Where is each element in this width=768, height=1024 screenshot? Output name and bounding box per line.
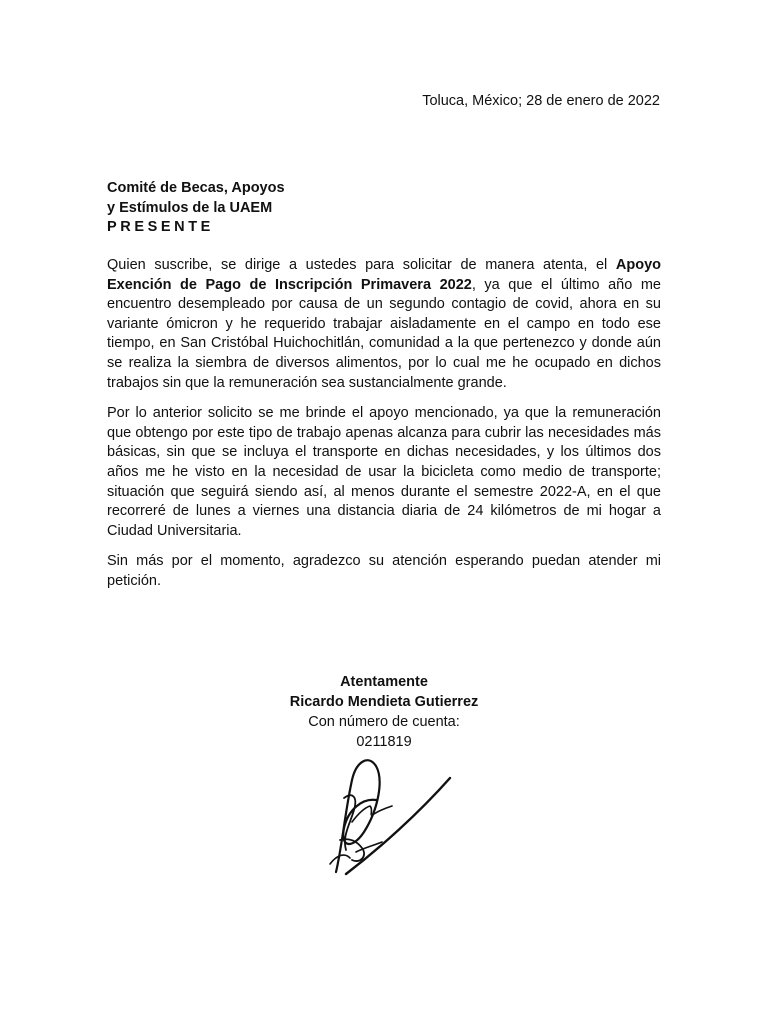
addressee-block <box>107 179 285 238</box>
paragraph-justification: Por lo anterior solicito se me brinde el apoyo mencionado, ya que la remuneración que obtengo por este tipo de trabajo apenas alcanza para cubrir las necesidades más básicas, sin que se incluya el transporte en dichas necesidades, y los últimos dos años me he visto en la necesidad de usar la bicicleta como medio de transporte; situación que seguirá siendo así, al menos durante el semestre 2022-A, en el que recorreré de lunes a viernes una distancia diaria de 24 kilómetros de mi hogar a Ciudad Universitaria. <box>107 405 661 539</box>
paragraph-request <box>107 256 661 393</box>
paragraph-request-intro: Quien suscribe, se dirige a ustedes para solicitar de manera atenta, el <box>107 257 616 273</box>
addressee-line-2: y Estímulos de la UAEM <box>107 199 273 216</box>
addressee-line-3: PRESENTE <box>107 219 214 235</box>
closing-block <box>0 672 768 752</box>
closing-salutation: Atentamente <box>340 674 428 690</box>
account-label: Con número de cuenta: <box>308 714 460 730</box>
paragraph-farewell: Sin más por el momento, agradezco su atención esperando puedan atender mi petición. <box>107 553 661 589</box>
paragraph-request-rest: , ya que el último año me encuentro desempleado por causa de un segundo contagio de covid, ahora en su variante ómicron y he requerido trabajar aisladamente en el campo en todo ese tiempo, en San Cristóbal Huichochitlán, comunidad a la que pertenezco y donde aún se realiza la siembra de diversos alimentos, por lo cual me he ocupado en dichos trabajos sin que la remuneración sea sustancialmente grande. <box>107 276 661 391</box>
handwritten-signature <box>300 752 460 882</box>
support-name: Apoyo Exención de Pago de Inscripción Primavera 2022 <box>107 257 661 293</box>
letter-body <box>107 256 661 603</box>
account-number: 0211819 <box>356 734 412 750</box>
signer-name: Ricardo Mendieta Gutierrez <box>289 694 479 710</box>
addressee-line-1: Comité de Becas, Apoyos <box>107 180 285 196</box>
letter-date: Toluca, México; 28 de enero de 2022 <box>422 93 660 109</box>
